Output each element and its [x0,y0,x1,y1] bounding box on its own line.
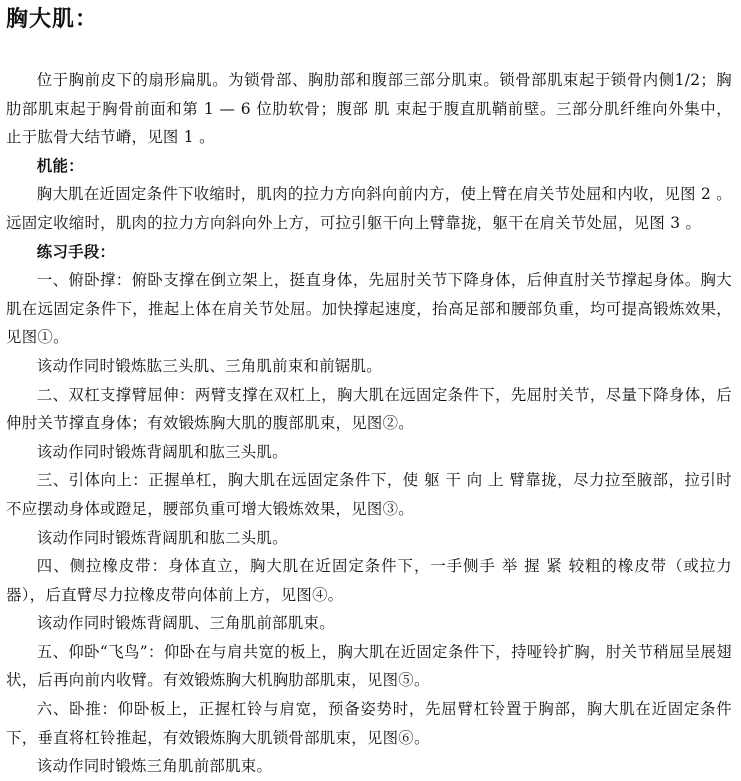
function-heading: 机能： [36,156,84,175]
exercise-3-note: 该动作同时锻炼背阔肌和肱二头肌。 [36,528,288,547]
exercise-6-note: 该动作同时锻炼三角肌前部肌束。 [36,757,273,776]
intro-paragraph: 位于胸前皮下的扇形扁肌。为锁骨部、胸肋部和腹部三部分肌束。锁骨部肌束起于锁骨内侧1/2；胸肋部肌束起于胸骨前面和第 1 — 6 位肋软骨；腹部 肌 束起于腹直肌鞘前壁。三部分肌纤维向外集中，止于肱骨大结节嵴，见图 1 。 [6,71,732,147]
training-heading: 练习手段： [36,242,116,261]
exercise-5-text: 五、仰卧“飞鸟”：仰卧在与肩共宽的板上，胸大肌在近固定条件下，持哑铃扩胸，肘关节稍屈呈展翅状，后再向前内收臂。有效锻炼胸大机胸肋部肌束，见图⑤。 [6,642,732,690]
exercise-2-note: 该动作同时锻炼背阔肌和肱三头肌。 [36,442,288,461]
exercise-4-note: 该动作同时锻炼背阔肌、三角肌前部肌束。 [36,614,335,633]
exercise-2-text: 二、双杠支撑臂屈伸：两臂支撑在双杠上，胸大肌在远固定条件下，先屈肘关节，尽量下降身体，后伸肘关节撑直身体；有效锻炼胸大肌的腹部肌束，见图②。 [6,385,732,433]
exercise-1-note: 该动作同时锻炼肱三头肌、三角肌前束和前锯肌。 [36,356,382,375]
exercise-3-text: 三、引体向上：正握单杠，胸大肌在远固定条件下，使 躯 干 向 上 臂靠拢，尽力拉至腋部，拉引时不应摆动身体或蹬足，腰部负重可增大锻炼效果，见图③。 [6,471,732,518]
exercise-4-text: 四、侧拉橡皮带：身体直立，胸大肌在近固定条件下，一手侧手 举 握 紧 较粗的橡皮带（或拉力器），后直臂尽力拉橡皮带向体前上方，见图④。 [6,557,732,604]
document-body [6,66,732,781]
page-title: 胸大肌： [6,7,99,32]
exercise-1-text: 一、俯卧撑：俯卧支撑在倒立架上，挺直身体，先屈肘关节下降身体，后伸直肘关节撑起身体。胸大肌在远固定条件下，推起上体在肩关节处屈。加快撑起速度，抬高足部和腰部负重，均可提高锻炼效果，见图①。 [6,271,732,347]
function-paragraph: 胸大肌在近固定条件下收缩时，肌肉的拉力方向斜向前内方，使上臂在肩关节处屈和内收，见图 2 。远固定收缩时，肌肉的拉力方向斜向外上方，可拉引躯干向上臂靠拢，躯干在肩关节处屈，见图 3 。 [6,185,732,232]
exercise-6-text: 六、卧推：仰卧板上，正握杠铃与肩宽，预备姿势时，先屈臂杠铃置于胸部，胸大肌在近固定条件下，垂直将杠铃推起，有效锻炼胸大肌锁骨部肌束，见图⑥。 [6,700,732,747]
